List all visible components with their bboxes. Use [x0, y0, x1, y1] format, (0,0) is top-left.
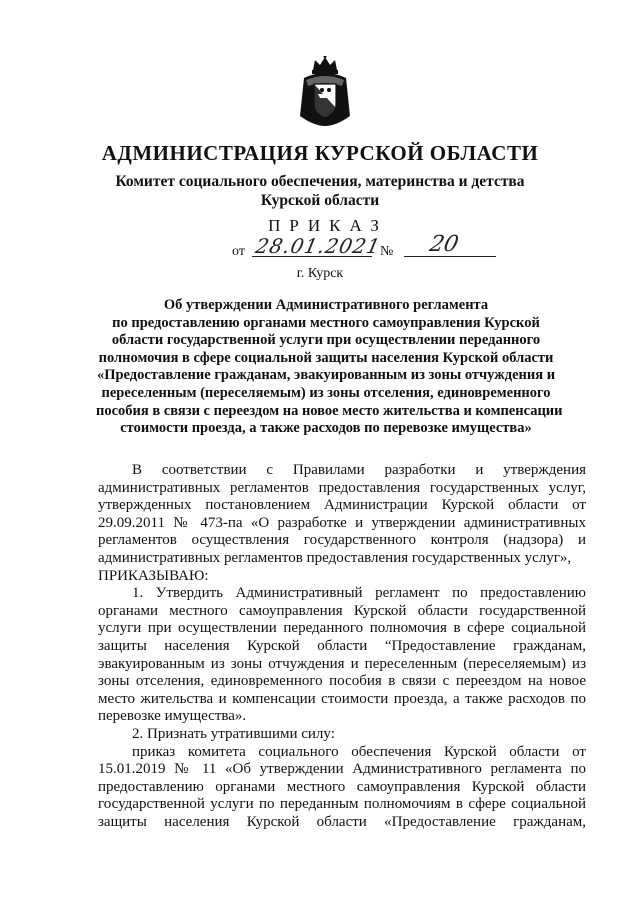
- organization-title: АДМИНИСТРАЦИЯ КУРСКОЙ ОБЛАСТИ: [101, 141, 539, 165]
- title-line: пособия в связи с переездом на новое место жительства и компенсации: [96, 402, 563, 419]
- title-line: стоимости проезда, а также расходов по перевозке имущества»: [120, 420, 532, 437]
- item-2-paragraph: 2. Признать утратившими силу:: [132, 725, 335, 742]
- order-number-label: №: [380, 244, 394, 259]
- title-line: переселенным (переселяемым) из зоны отселения, единовременного: [101, 384, 551, 401]
- title-line: Об утверждении Административного регламента: [163, 297, 489, 313]
- order-date: 28.01.2021: [253, 234, 384, 258]
- item-2-text: приказ комитета социального обеспечения Курской области от 15.01.2019 № 11 «Об утверждении Административного регламента по предоставлению органами местного самоуправления Курской области государственной услуги по переданным полномочиям в сфере социальной: [98, 743, 586, 813]
- title-line: по предоставлению органами местного самоуправления Курской: [112, 314, 540, 331]
- order-from-label: от: [232, 244, 245, 259]
- order-date-field: [252, 234, 384, 258]
- title-line: полномочия в сфере социальной защиты населения Курской области: [98, 349, 554, 366]
- preamble-paragraph: В соответствии с Правилами разработки и утверждения административных регламентов предоставления государственных услуг, утвержденных постановлением Администрации Курской области от 29.09.2011 № 473-па «О разработке и утверждении административных регламентов осуществления государственного контроля (надзора) и административных регламентов предоставления государственных услуг»,: [98, 462, 586, 566]
- title-line: области государственной услуги при осуществлении переданного: [111, 332, 541, 349]
- city: г. Курск: [296, 266, 344, 281]
- order-number-field: [404, 232, 496, 257]
- order-date-number-line: [232, 232, 472, 260]
- committee-name-line1: Комитет социального обеспечения, материнства и детства: [115, 173, 525, 190]
- item-1-paragraph: 1. Утвердить Административный регламент по предоставлению органами местного самоуправления Курской области государственной услуги при осуществлении переданного полномочия в сфере социальной защиты населения Курской области “Предоставление гражданам, эвакуированным из зоны отчуждения и переселенным (переселяемым) из зоны отселения, единовременного пособия в связи с переездом на новое место жительства и компенсации стоимости проезда, а также расходов по перевозке имущества».: [98, 585, 586, 725]
- item-2-last-line: защиты населения Курской области «Предоставление гражданам,: [98, 813, 586, 830]
- order-word: ПРИКАЗЫВАЮ:: [98, 567, 209, 584]
- order-number: 20: [427, 232, 461, 257]
- document-body: [98, 462, 586, 831]
- document-type: ПРИКАЗ: [268, 216, 388, 235]
- document-title: [96, 297, 563, 438]
- title-line: «Предоставление гражданам, эвакуированным из зоны отчуждения и: [96, 367, 556, 384]
- committee-name-line2: Курской области: [260, 192, 380, 209]
- coat-of-arms-icon: [296, 56, 354, 128]
